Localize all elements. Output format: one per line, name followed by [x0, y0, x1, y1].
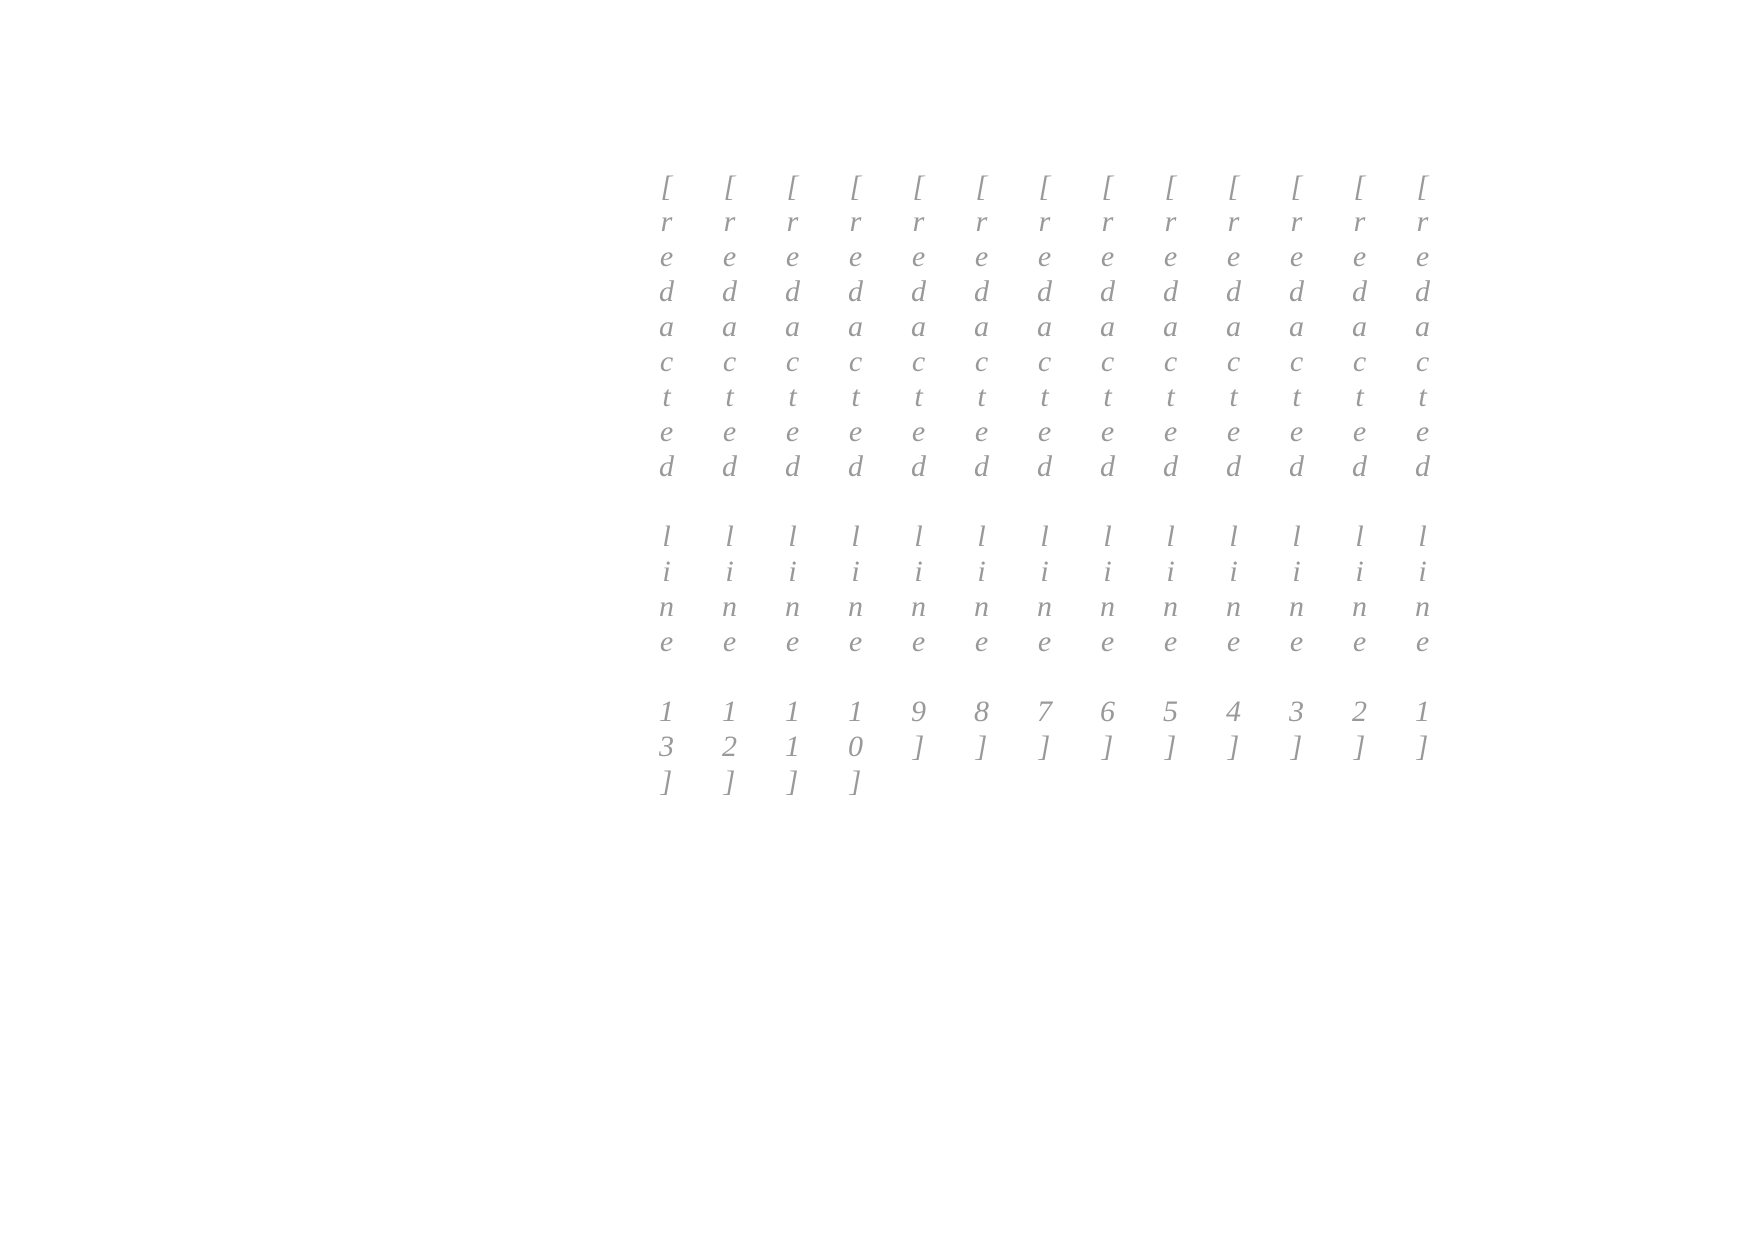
text-line: [redacted line 4] — [1217, 170, 1250, 765]
text-line: [redacted line 6] — [1091, 170, 1124, 765]
text-line: [redacted line 13] — [650, 170, 683, 800]
text-line: [redacted line 1] — [1406, 170, 1439, 765]
text-line: [redacted line 11] — [776, 170, 809, 800]
text-page — [635, 170, 1454, 1010]
text-line: [redacted line 7] — [1028, 170, 1061, 765]
text-line: [redacted line 10] — [839, 170, 872, 800]
text-line: [redacted line 9] — [902, 170, 935, 765]
text-line: [redacted line 8] — [965, 170, 998, 765]
text-line: [redacted line 3] — [1280, 170, 1313, 765]
text-line: [redacted line 5] — [1154, 170, 1187, 765]
text-line: [redacted line 12] — [713, 170, 746, 800]
text-line: [redacted line 2] — [1343, 170, 1376, 765]
